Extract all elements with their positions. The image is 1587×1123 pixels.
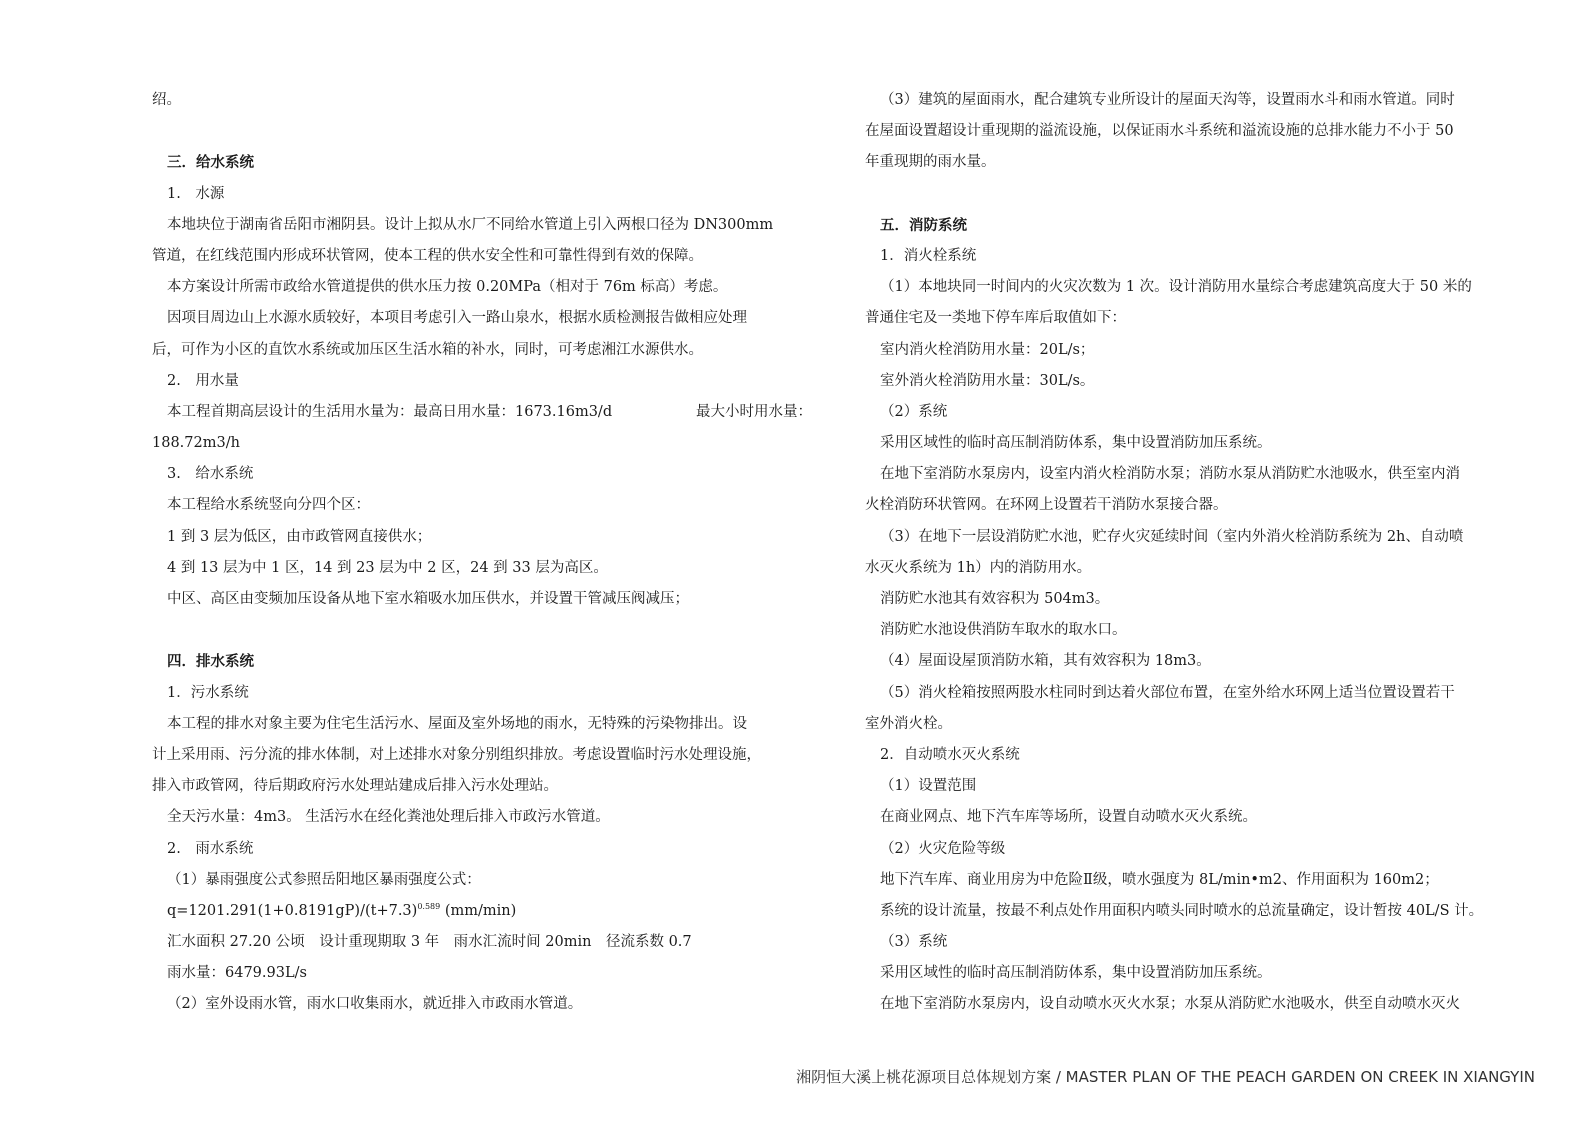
text-line xyxy=(865,678,1525,709)
left-column xyxy=(152,85,812,1021)
text-line xyxy=(152,459,812,490)
section-heading xyxy=(865,210,1525,241)
line-text: 中区、高区由变频加压设备从地下室水箱吸水加压供水，并设置干管减压阀减压； xyxy=(167,591,689,607)
line-text: 绍。 xyxy=(152,92,181,108)
line-text: 4 到 13 层为中 1 区，14 到 23 层为中 2 区，24 到 33 层为高区。 xyxy=(167,559,608,576)
text-line xyxy=(152,678,812,709)
line-text: （1）本地块同一时间内的火灾次数为 1 次。设计消防用水量综合考虑建筑高度大于 50 米的 xyxy=(880,279,1472,296)
text-line xyxy=(865,85,1525,116)
text-line xyxy=(865,896,1525,927)
text-line xyxy=(865,397,1525,428)
line-text: 消防贮水池设供消防车取水的取水口。 xyxy=(880,622,1127,639)
line-text: 计上采用雨、污分流的排水体制，对上述排水对象分别组织排放。考虑设置临时污水处理设施， xyxy=(152,746,761,763)
line-text: 四．排水系统 xyxy=(167,653,254,671)
text-line xyxy=(865,709,1525,740)
line-text: 3. 给水系统 xyxy=(167,466,254,483)
line-text: （3）建筑的屋面雨水，配合建筑专业所设计的屋面天沟等，设置雨水斗和雨水管道。同时 xyxy=(880,92,1455,108)
line-text: 室内消火栓消防用水量：20L/s； xyxy=(880,341,1095,358)
text-line xyxy=(152,802,812,833)
line-text: 地下汽车库、商业用房为中危险Ⅱ级，喷水强度为 8L/min•m2、作用面积为 160m2； xyxy=(880,871,1439,888)
page-footer: 湘阴恒大溪上桃花源项目总体规划方案 / MASTER PLAN OF THE PEACH GARDEN ON CREEK IN XIANGYIN xyxy=(796,1068,1535,1086)
line-text: 雨水量：6479.93L/s xyxy=(167,965,307,982)
text-line xyxy=(152,522,812,553)
line-text: 188.72m3/h xyxy=(152,435,240,452)
text-line xyxy=(865,490,1525,521)
text-line xyxy=(865,834,1525,865)
text-line xyxy=(865,958,1525,989)
text-line xyxy=(865,428,1525,459)
line-text: 1．污水系统 xyxy=(167,684,249,701)
text-line xyxy=(152,490,812,521)
text-line xyxy=(865,147,1525,178)
text-line xyxy=(152,553,812,584)
line-text: q=1201.291(1+0.8191gP)/(t+7.3) xyxy=(167,902,418,919)
text-line xyxy=(865,927,1525,958)
spacer xyxy=(152,116,812,147)
line-text: 1. 水源 xyxy=(167,185,225,202)
line-text: 本方案设计所需市政给水管道提供的供水压力按 0.20MPa（相对于 76m 标高）考虑。 xyxy=(167,279,728,296)
text-line xyxy=(865,553,1525,584)
line-text: 消防贮水池其有效容积为 504m3。 xyxy=(880,591,1110,607)
spacer xyxy=(152,615,812,646)
line-text: 在地下室消防水泵房内，设自动喷水灭火水泵；水泵从消防贮水池吸水，供至自动喷水灭火 xyxy=(880,996,1460,1013)
line-text: 室外消火栓消防用水量：30L/s。 xyxy=(880,372,1095,389)
line-text: 室外消火栓。 xyxy=(865,715,952,732)
line-text: （3）在地下一层设消防贮水池，贮存火灾延续时间（室内外消火栓消防系统为 2h、自动喷 xyxy=(880,528,1464,545)
line-text: （1）暴雨强度公式参照岳阳地区暴雨强度公式： xyxy=(167,871,481,888)
line-text: 2. 用水量 xyxy=(167,372,239,389)
line-text: 2．自动喷水灭火系统 xyxy=(880,746,1020,763)
text-line xyxy=(152,989,812,1020)
line-text: 在地下室消防水泵房内，设室内消火栓消防水泵；消防水泵从消防贮水池吸水，供至室内消 xyxy=(880,466,1460,483)
line-text: （3）系统 xyxy=(880,934,948,951)
text-line xyxy=(152,366,812,397)
text-line xyxy=(152,397,812,428)
text-line xyxy=(152,896,812,927)
text-line xyxy=(152,241,812,272)
text-line xyxy=(865,459,1525,490)
line-text: （4）屋面设屋顶消防水箱，其有效容积为 18m3。 xyxy=(880,653,1211,670)
text-line xyxy=(865,366,1525,397)
text-line xyxy=(865,802,1525,833)
text-line xyxy=(865,646,1525,677)
text-line xyxy=(152,210,812,241)
text-line xyxy=(865,740,1525,771)
line-text: 采用区域性的临时高压制消防体系，集中设置消防加压系统。 xyxy=(880,435,1272,452)
text-line xyxy=(865,522,1525,553)
text-line xyxy=(152,709,812,740)
line-text: 1．消火栓系统 xyxy=(880,247,977,264)
line-text: 本工程首期高层设计的生活用水量为：最高日用水量：1673.16m3/d xyxy=(167,403,613,420)
right-column xyxy=(865,85,1525,1021)
text-line xyxy=(865,584,1525,615)
line-text: （2）系统 xyxy=(880,403,948,420)
text-line xyxy=(152,85,812,116)
text-line xyxy=(865,116,1525,147)
text-line xyxy=(152,584,812,615)
line-text: 排入市政管网，待后期政府污水处理站建成后排入污水处理站。 xyxy=(152,778,558,795)
text-line xyxy=(152,927,812,958)
line-text: 本地块位于湖南省岳阳市湘阴县。设计上拟从水厂不同给水管道上引入两根口径为 DN300mm xyxy=(167,216,774,233)
line-text: 火栓消防环状管网。在环网上设置若干消防水泵接合器。 xyxy=(865,497,1228,514)
text-line xyxy=(152,179,812,210)
line-text: 1 到 3 层为低区，由市政管网直接供水； xyxy=(167,528,432,545)
spacer xyxy=(865,179,1525,210)
line-text: 普通住宅及一类地下停车库后取值如下： xyxy=(865,310,1126,327)
text-line xyxy=(865,771,1525,802)
text-line xyxy=(152,834,812,865)
text-line xyxy=(152,303,812,334)
text-line xyxy=(152,272,812,303)
line-text: 2. 雨水系统 xyxy=(167,840,254,857)
line-text: 五．消防系统 xyxy=(880,216,967,234)
text-line xyxy=(865,989,1525,1020)
line-text: （5）消火栓箱按照两股水柱同时到达着火部位布置，在室外给水环网上适当位置设置若干 xyxy=(880,684,1455,701)
line-text: 采用区域性的临时高压制消防体系，集中设置消防加压系统。 xyxy=(880,965,1272,982)
line-text: 年重现期的雨水量。 xyxy=(865,154,996,171)
line-text: 全天污水量：4m3。 生活污水在经化粪池处理后排入市政污水管道。 xyxy=(167,809,610,826)
line-text: 管道，在红线范围内形成环状管网，使本工程的供水安全性和可靠性得到有效的保障。 xyxy=(152,247,703,264)
section-heading xyxy=(152,646,812,677)
text-line xyxy=(865,615,1525,646)
line-text: 三．给水系统 xyxy=(167,154,254,172)
line-text: 在商业网点、地下汽车库等场所，设置自动喷水灭火系统。 xyxy=(880,809,1257,826)
line-text: 本工程的排水对象主要为住宅生活污水、屋面及室外场地的雨水，无特殊的污染物排出。设 xyxy=(167,715,747,732)
line-text-tail: 最大小时用水量： xyxy=(696,403,812,420)
line-text: 本工程给水系统竖向分四个区： xyxy=(167,497,370,514)
text-line xyxy=(865,335,1525,366)
text-line xyxy=(865,272,1525,303)
text-line xyxy=(152,740,812,771)
text-line xyxy=(152,865,812,896)
text-line xyxy=(152,335,812,366)
section-heading xyxy=(152,147,812,178)
text-line xyxy=(865,303,1525,334)
line-text: 系统的设计流量，按最不利点处作用面积内喷头同时喷水的总流量确定，设计暂按 40L/S 计。 xyxy=(880,902,1484,919)
exponent: 0.589 xyxy=(417,902,441,912)
line-text: 因项目周边山上水源水质较好，本项目考虑引入一路山泉水，根据水质检测报告做相应处理 xyxy=(167,310,747,327)
line-text-tail: (mm/min) xyxy=(440,902,517,919)
line-text: 后，可作为小区的直饮水系统或加压区生活水箱的补水，同时，可考虑湘江水源供水。 xyxy=(152,341,703,358)
line-text: 汇水面积 27.20 公顷 设计重现期取 3 年 雨水汇流时间 20min 径流系数 0.7 xyxy=(167,934,692,951)
line-text: （2）室外设雨水管，雨水口收集雨水，就近排入市政雨水管道。 xyxy=(167,996,583,1013)
text-line xyxy=(152,771,812,802)
text-line xyxy=(152,958,812,989)
line-text: 水灭火系统为 1h）内的消防用水。 xyxy=(865,559,1092,576)
line-text: （1）设置范围 xyxy=(880,778,977,795)
line-text: （2）火灾危险等级 xyxy=(880,840,1006,857)
text-line xyxy=(152,428,812,459)
line-text: 在屋面设置超设计重现期的溢流设施，以保证雨水斗系统和溢流设施的总排水能力不小于 50 xyxy=(865,123,1454,140)
text-line xyxy=(865,241,1525,272)
text-line xyxy=(865,865,1525,896)
